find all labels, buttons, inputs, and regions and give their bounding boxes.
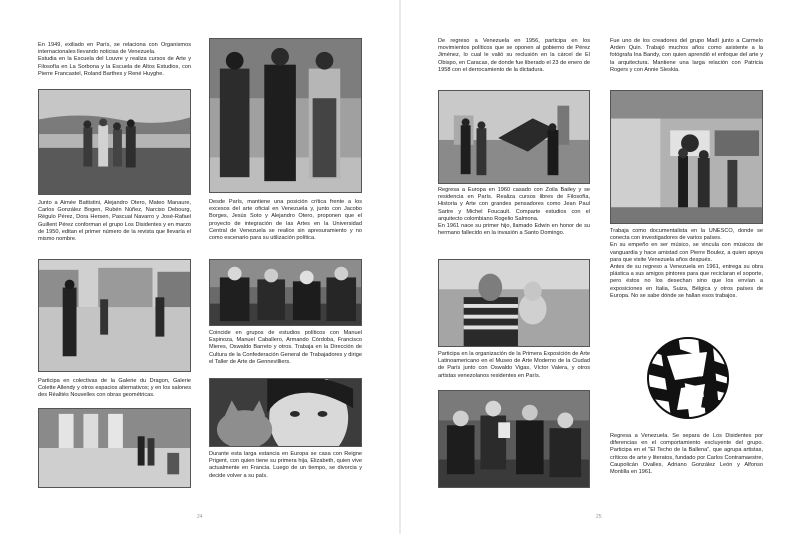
photo-group-seated <box>438 390 590 488</box>
paragraph: En 1961 nace su primer hijo, llamado Edwin en honor de su hermano fallecido en la invasión a Santo Domingo. <box>438 223 590 237</box>
paragraph: Participa en colectivas de la Galerie du Dragon, Galerie Colette Allendy y otros espacios alternativos; y en los salones des Réalités Nouvelles con obras geométricas. <box>38 378 191 399</box>
paragraph: En 1949, exiliado en París, se relaciona con Organismos internacionales llevando noticias de Venezuela. <box>38 42 191 56</box>
photo-gallery-interior <box>38 408 191 488</box>
col2-text3 <box>209 451 362 480</box>
paragraph: Junto a Aimée Battistini, Alejandro Otero, Mateo Manaure, Carlos González Bogen, Rubén Núñez, Narciso Debourg, Régulo Pérez, Dora Hersen, Pascual Navarro y José-Rafael Guillent Pérez conforman el grupo Los Disidentes y en marzo de 1950, editan el primer número de la revista que llevaría el mismo nombre. <box>38 200 191 243</box>
col1-text2 <box>38 200 191 243</box>
col1-text1 <box>38 42 191 78</box>
book-spine <box>399 0 401 534</box>
paragraph: Participa en la organización de la Primera Exposición de Arte Latinoamericano en el Museo de Arte Moderno de la Ciudad de París junto con Oswaldo Vigas, Víctor Valera, y otros artistas venezolanos residentes en París. <box>438 351 590 379</box>
col4-text3 <box>610 433 763 476</box>
paragraph: Regresa a Venezuela. Se separa de Los Disidentes por diferencias en el comportamiento excluyente del grupo. Participa en el "El Techo de la Ballena", que agrupa artistas, críticos de arte y literatos, fundado por Carlos Contramaestre, Caupolicán Ovalles, Adriano González León y Alfonso Montilla en 1961. <box>610 433 763 476</box>
col2-text2 <box>209 330 362 366</box>
photo-man-in-coat-plaza <box>38 259 191 372</box>
col3-text3 <box>438 351 590 380</box>
paragraph: Desde París, mantiene una posición crítica frente a los excesos del arte oficial en Venezuela y, junto con Jacobo Borges, Jesús Soto y Alejandro Otero, proponen que el proyecto de integración de las Artes en la Universidad Central de Venezuela se realice sin apresuramiento y no como escenario para su utilización política. <box>209 199 362 242</box>
paragraph: Fue uno de los creadores del grupo Madí junto a Carmelo Arden Quin. Trabajó muchos años como asistente a la fotógrafa Ina Bandy, con quien aprendió el enfoque del arte y la arquitectura. Mantiene una larga relación con Patricia Rogers y con Annie Sleskia. <box>610 38 763 73</box>
photo-man-with-child <box>438 259 590 347</box>
page-number-right: 25 <box>596 514 602 520</box>
paragraph: Durante esta larga estancia en Europa se casa con Reigne Prigent, con quien tiene su primera hija, Elizabeth, quien vive actualmente en Francia. Luego de un tiempo, se divorcia y decide volver a su país. <box>209 451 362 479</box>
artwork-geometric-circle <box>647 326 729 430</box>
photo-men-at-table <box>209 259 362 326</box>
paragraph: Coincide en grupos de estudios políticos con Manuel Espinoza, Manuel Caballero, Armando Córdoba, Francisco Mieres, Oswaldo Barreto y otros. Trabaja en la Dirección de Cultura de la Confederación General de Trabajadores y dirige el Taller de Arte de Gennevilliers. <box>209 330 362 365</box>
col1-text3 <box>38 378 191 400</box>
paragraph: Estudia en la Escuela del Louvre y realiza cursos de Arte y Filosofía en La Sorbona y la Escuela de Altos Estudios, con Pierre Francastel, Roland Barthes y René Huyghe. <box>38 56 191 77</box>
photo-group-bridge-paris <box>38 89 191 195</box>
paragraph: Trabaja como documentalista en la UNESCO, donde se conecta con investigadores de varios países. <box>610 228 763 242</box>
col3-text1 <box>438 38 590 74</box>
paragraph: De regreso a Venezuela en 1956, participa en los movimientos políticos que se oponen al gobierno de Pérez Jiménez, lo cual le valió su reclusión en la cárcel de El Obispo, en Caracas, de donde fue liberado el 23 de enero de 1958 con el derrocamiento de la dictadura. <box>438 38 590 73</box>
photo-men-on-rooftop <box>438 90 590 184</box>
photo-three-men-standing <box>209 38 362 193</box>
col4-text2 <box>610 228 763 300</box>
col4-text1 <box>610 38 763 74</box>
photo-office-documentation <box>610 90 763 224</box>
col3-text2 <box>438 187 590 237</box>
photo-woman-with-cat <box>209 378 362 447</box>
col2-text1 <box>209 199 362 242</box>
paragraph: Regresa a Europa en 1960 casado con Zoila Bailey y se residencia en París. Realiza cursos libres de Filosofía, Historia y Arte con grandes pensadores como Jean Paul Sartre y Michel Foucault. Comparte estudios con el arquitecto colombiano Rogelio Salmona. <box>438 187 590 222</box>
paragraph: En su empeño en ser músico, se vincula con músicos de vanguardia y hace amistad con Pierre Boulez, a quien apoya para que visite Venezuela años después. <box>610 242 763 263</box>
page-number-left: 24 <box>197 514 203 520</box>
paragraph: Antes de su regreso a Venezuela en 1961, entrega su obra plástica a sus amigos pintores para que reciclaran el soporte, pero éstos no los desechan sino que los envían a exposiciones en Italia, Suiza, Bélgica y otros países de Europa. No se sabe dónde se hallan esos trabajos. <box>610 264 763 299</box>
